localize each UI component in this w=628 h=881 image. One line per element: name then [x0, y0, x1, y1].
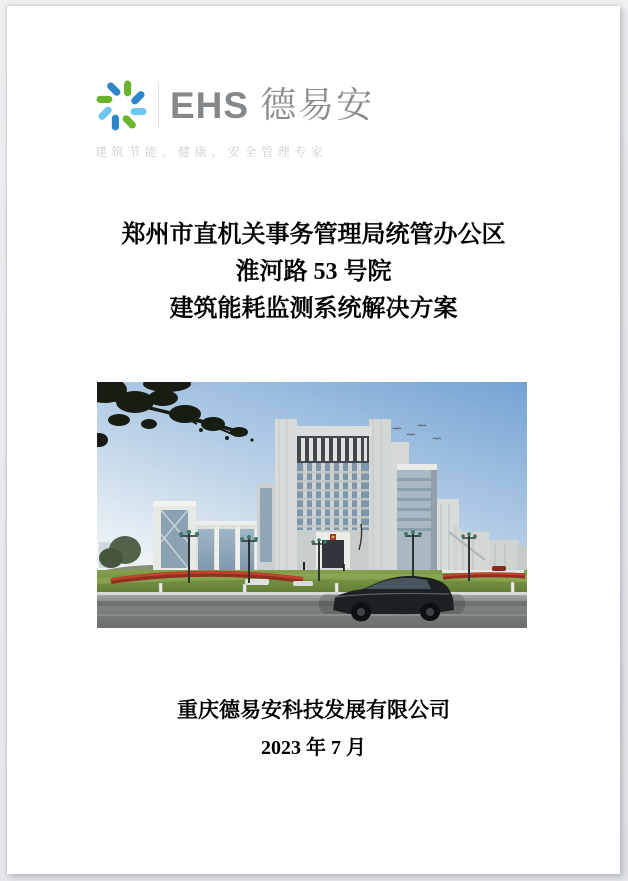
footer-block: [7, 697, 620, 760]
logo-block: [88, 76, 374, 160]
logo-divider: [158, 83, 159, 127]
publication-date: 2023 年 7 月: [261, 737, 366, 759]
logo-row: [88, 76, 374, 134]
title-line-3: 建筑能耗监测系统解决方案: [169, 296, 458, 322]
title-line-1: 郑州市直机关事务管理局统管办公区: [121, 222, 506, 248]
road-streak: [97, 614, 527, 616]
document-page: [7, 6, 620, 874]
building-rendering-image: [97, 382, 527, 628]
brand-chinese: 德易安: [260, 84, 375, 125]
main-tower: [257, 419, 391, 574]
brand-latin: EHS: [170, 84, 250, 126]
curb: [97, 592, 527, 595]
ehs-aperture-logo-icon: [94, 78, 149, 133]
title-line-2: 淮河路 53 号院: [235, 259, 392, 285]
aperture-segments: [97, 80, 147, 130]
document-title: [7, 217, 620, 328]
company-name: 重庆德易安科技发展有限公司: [177, 698, 450, 722]
brand-tagline: 建筑节能、健康、安全管理专家: [95, 145, 328, 159]
